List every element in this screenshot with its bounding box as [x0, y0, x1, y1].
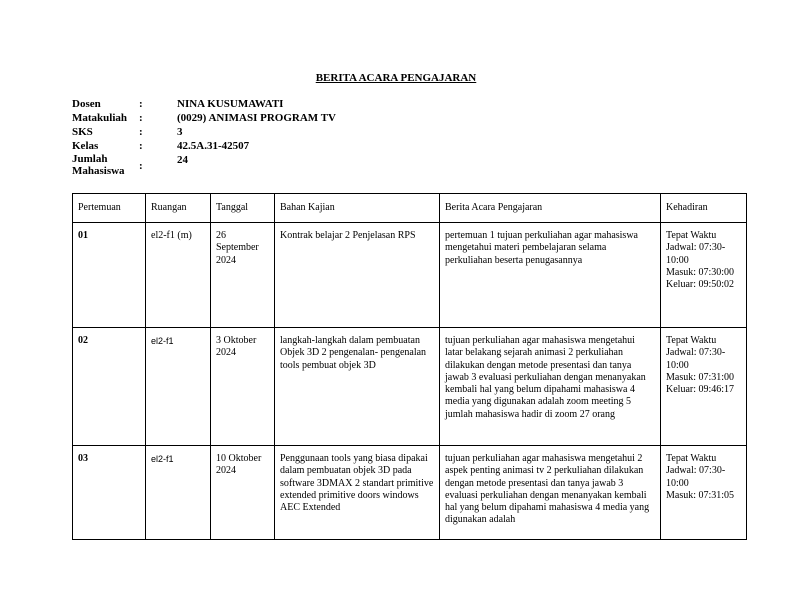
- info-label: Matakuliah: [72, 112, 128, 124]
- table-row: [73, 446, 747, 540]
- cell-bahan-kajian: langkah-langkah dalam pembuatan Objek 3D 2 pengenalan- pengenalan tools pembuat objek 3D: [275, 328, 440, 446]
- cell-ruangan: el2-f1: [146, 328, 211, 446]
- info-colon: :: [139, 160, 143, 172]
- header-berita-acara: Berita Acara Pengajaran: [440, 194, 661, 223]
- table-row: [73, 223, 747, 328]
- header-pertemuan: Pertemuan: [73, 194, 146, 223]
- cell-pertemuan: 02: [73, 328, 146, 446]
- table-header-row: [73, 194, 747, 223]
- kehadiran-masuk: Masuk: 07:30:00: [666, 266, 735, 278]
- info-label: SKS: [72, 126, 93, 138]
- cell-berita-acara: pertemuan 1 tujuan perkuliahan agar mahasiswa mengetahui materi pembelajaran selama perkuliahan beserta penugasannya: [440, 223, 661, 328]
- cell-tanggal: 3 Oktober 2024: [211, 328, 275, 446]
- kehadiran-status: Tepat Waktu: [666, 230, 717, 241]
- kehadiran-status: Tepat Waktu: [666, 335, 717, 346]
- cell-bahan-kajian: Kontrak belajar 2 Penjelasan RPS: [275, 223, 440, 328]
- info-label: Jumlah Mahasiswa: [72, 153, 125, 177]
- info-colon: :: [139, 98, 143, 110]
- document-title: BERITA ACARA PENGAJARAN: [315, 72, 477, 84]
- cell-kehadiran: [661, 223, 747, 328]
- kehadiran-keluar: Keluar: 09:50:02: [666, 279, 735, 291]
- info-value: (0029) ANIMASI PROGRAM TV: [177, 112, 336, 124]
- cell-bahan-kajian: Penggunaan tools yang biasa dipakai dalam pembuatan objek 3D pada software 3DMAX 2 standart primitive extended primitive doors windows AEC Extended: [275, 446, 440, 540]
- cell-kehadiran: [661, 328, 747, 446]
- info-value: 42.5A.31-42507: [177, 140, 250, 152]
- cell-pertemuan: 03: [73, 446, 146, 540]
- cell-tanggal: 10 Oktober 2024: [211, 446, 275, 540]
- header-bahan-kajian: Bahan Kajian: [275, 194, 440, 223]
- header-tanggal: Tanggal: [211, 194, 275, 223]
- info-colon: :: [139, 140, 143, 152]
- cell-tanggal: 26 September 2024: [211, 223, 275, 328]
- info-colon: :: [139, 126, 143, 138]
- kehadiran-masuk: Masuk: 07:31:05: [666, 489, 735, 501]
- cell-berita-acara: tujuan perkuliahan agar mahasiswa mengetahui latar belakang sejarah animasi 2 perkuliahan dilakukan dengan metode presentasi dan tanya jawab 3 evaluasi perkuliahan dengan menanyakan kembali hal yang belum dipahami mahasiswa 4 media yang digunakan adalah zoom meeting 5 jumlah mahasiswa hadir di zoom 27 orang: [440, 328, 661, 446]
- info-value: 3: [177, 126, 183, 138]
- cell-kehadiran: [661, 446, 747, 540]
- cell-ruangan: el2-f1 (m): [146, 223, 211, 328]
- cell-pertemuan: 01: [73, 223, 146, 328]
- header-ruangan: Ruangan: [146, 194, 211, 223]
- attendance-table-frame: [71, 192, 747, 540]
- info-label: Dosen: [72, 98, 101, 110]
- table-row: [73, 328, 747, 446]
- kehadiran-jadwal: Jadwal: 07:30-10:00: [666, 242, 726, 266]
- info-colon: :: [139, 112, 143, 124]
- kehadiran-keluar: Keluar: 09:46:17: [666, 384, 735, 396]
- attendance-table: [72, 193, 747, 540]
- kehadiran-status: Tepat Waktu: [666, 453, 717, 464]
- cell-berita-acara: tujuan perkuliahan agar mahasiswa mengetahui 2 aspek penting animasi tv 2 perkuliahan dilakukan dengan metode presentasi dan tanya jawab 3 evaluasi perkuliahan dengan menanyakan kembali hal yang belum dipahami mahasiswa 4 media yang digunakan adalah: [440, 446, 661, 540]
- info-value: NINA KUSUMAWATI: [177, 98, 284, 110]
- info-value: 24: [177, 154, 188, 166]
- header-kehadiran: Kehadiran: [661, 194, 747, 223]
- kehadiran-jadwal: Jadwal: 07:30-10:00: [666, 347, 726, 371]
- cell-ruangan: el2-f1: [146, 446, 211, 540]
- kehadiran-masuk: Masuk: 07:31:00: [666, 371, 735, 383]
- kehadiran-jadwal: Jadwal: 07:30-10:00: [666, 465, 726, 489]
- info-label: Kelas: [72, 140, 99, 152]
